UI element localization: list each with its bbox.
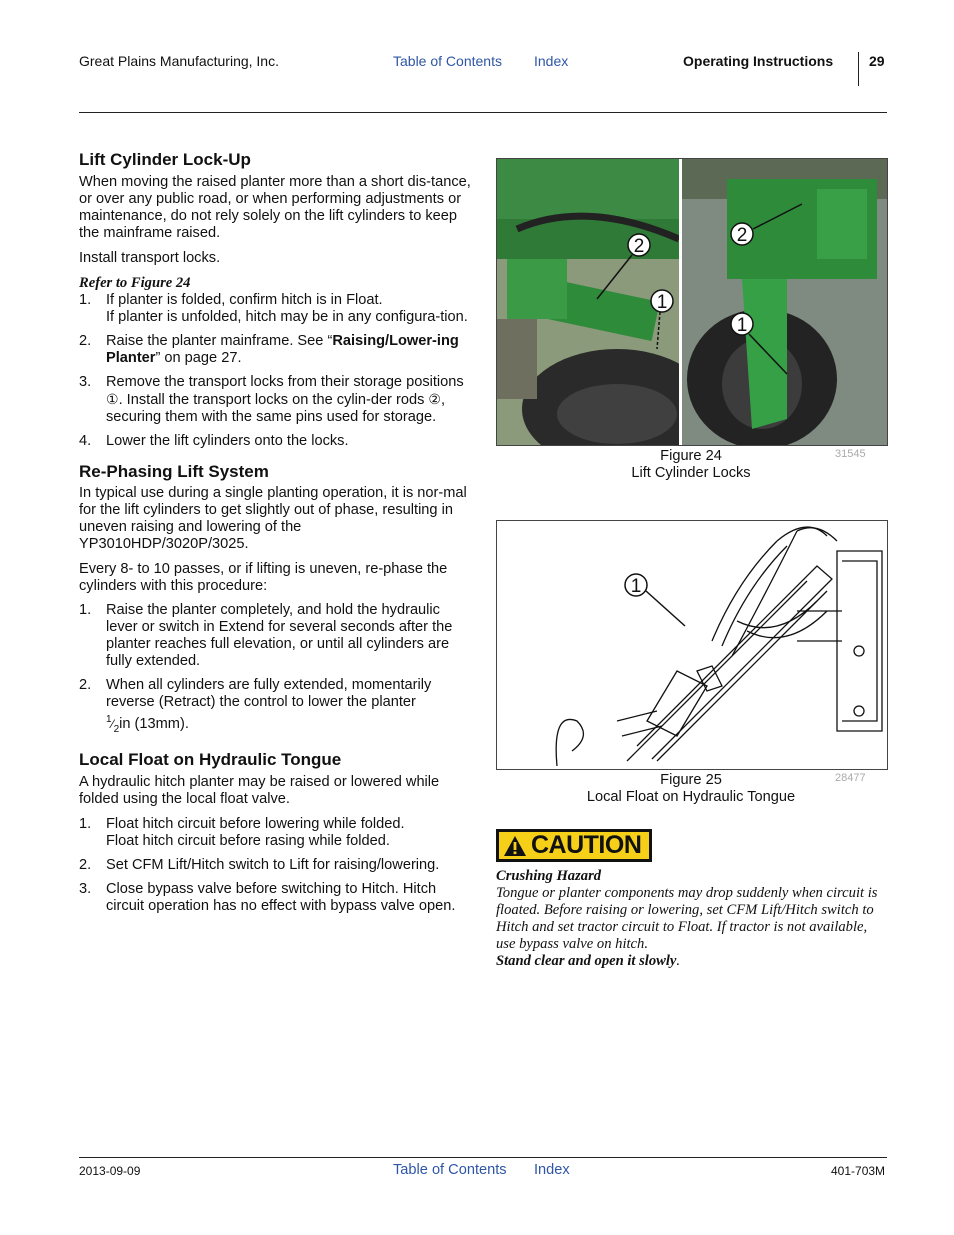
heading-local-float: Local Float on Hydraulic Tongue [79, 749, 342, 769]
lockup-intro: When moving the raised planter more than a short dis-tance, or over any public road, or when performing adjustments or maintenance, do not rely solely on the lift cylinders to keep the mainframe raised. [79, 174, 471, 241]
company-name: Great Plains Manufacturing, Inc. [79, 53, 279, 69]
footer-index-link[interactable]: Index [534, 1162, 570, 1178]
fraction-denominator: 2 [113, 723, 120, 735]
figure-25-title: Local Float on Hydraulic Tongue [586, 789, 796, 805]
fraction-numerator: 1 [106, 714, 112, 725]
left-column [79, 150, 471, 915]
figure-25-drawing [496, 520, 888, 770]
figure-25-caption [566, 772, 816, 806]
rephasing-intro: In typical use during a single planting operation, it is nor-mal for the lift cylinders to get slightly out of phase, resulting in uneven raising and lowering of the YP3010HDP/3020P/3025. [79, 485, 467, 552]
figure-25-part-number: 28477 [835, 772, 866, 784]
hazard-instruction: Stand clear and open it slowly [496, 953, 677, 969]
list-item: 4. Lower the lift cylinders onto the locks. [79, 433, 349, 449]
figure-25-label: Figure 25 [660, 772, 722, 788]
toc-link[interactable]: Table of Contents [393, 53, 502, 69]
caution-message: Crushing Hazard Tongue or planter components may drop suddenly when circuit is floated. Before raising or lowering, set CFM Lift/Hitch switch to Hitch and set tractor circuit to Float. If tractor is not available, use bypass valve on hitch. Stand clear and open it slowly. [496, 868, 888, 970]
list-item: 2. Raise the planter mainframe. See “Raising/Lower-ing Planter” on page 27. [79, 333, 459, 366]
list-item: 2. When all cylinders are fully extended, momentarily reverse (Retract) the control to lower the planter $^1⁄_2in$ (13mm). [79, 677, 432, 735]
index-link[interactable]: Index [534, 53, 569, 69]
hazard-title: Crushing Hazard [496, 868, 602, 884]
lockup-install: Install transport locks. [79, 250, 221, 266]
figure-24-caption [591, 448, 791, 482]
fig24-callout-1-left: 1 [656, 292, 668, 313]
figure-24-photo [496, 158, 888, 446]
caution-word: CAUTION [531, 831, 642, 859]
header-rule [79, 112, 887, 113]
heading-lift-cylinder-lockup: Lift Cylinder Lock-Up [79, 150, 251, 169]
warning-triangle-icon [503, 835, 527, 857]
footer-date: 2013-09-09 [79, 1164, 141, 1178]
fig24-callout-2-left: 2 [633, 236, 645, 257]
refer-figure: Refer to Figure 24 [79, 275, 191, 291]
hydraulic-tongue-illustration [497, 521, 887, 769]
hazard-body: Tongue or planter components may drop suddenly when circuit is floated. Before raising or lowering, set CFM Lift/Hitch switch to Hitch and set tractor circuit to Float. If tractor is not available, use bypass valve on hitch. [496, 885, 878, 952]
lift-cylinder-locks-illustration [497, 159, 887, 445]
caution-label [496, 829, 652, 862]
callout-2-symbol: ② [428, 391, 441, 407]
figure-24-label: Figure 24 [660, 448, 722, 464]
callout-1-symbol: ① [106, 391, 119, 407]
footer-document-number: 401-703M [831, 1164, 886, 1178]
fig25-callout-1: 1 [630, 576, 642, 597]
list-item: 1. If planter is folded, confirm hitch is in Float. If planter is unfolded, hitch may be in any configura-tion. [79, 292, 468, 325]
footer-rule [79, 1157, 887, 1158]
list-item: 2. Set CFM Lift/Hitch switch to Lift for raising/lowering. [79, 856, 440, 873]
cross-reference: Raising/Lower-ing Planter [106, 333, 459, 366]
local-float-intro: A hydraulic hitch planter may be raised or lowered while folded using the local float valve. [79, 773, 440, 807]
section-title: Operating Instructions [683, 53, 834, 69]
figure-24-title: Lift Cylinder Locks [631, 465, 751, 481]
list-item: 1. Float hitch circuit before lowering while folded. Float hitch circuit before rasing while folded. [79, 815, 405, 849]
fig24-callout-2-right: 2 [736, 225, 748, 246]
heading-rephasing: Re-Phasing Lift System [79, 462, 269, 481]
rephasing-procedure-intro: Every 8- to 10 passes, or if lifting is uneven, re-phase the cylinders with this procedure: [79, 561, 448, 594]
figure-24-part-number: 31545 [835, 448, 866, 460]
footer-toc-link[interactable]: Table of Contents [393, 1162, 507, 1178]
header-separator [858, 52, 859, 86]
list-item: 3. Close bypass valve before switching to Hitch. Hitch circuit operation has no effect with bypass valve open. [79, 880, 456, 914]
list-item: 3. Remove the transport locks from their storage positions ①. Install the transport locks on the cylin-der rods ②, securing them with the same pins used for storage. [79, 374, 464, 425]
list-item: 1. Raise the planter completely, and hold the hydraulic lever or switch in Extend for several seconds after the planter reaches full elevation, or until all cylinders are fully extended. [79, 602, 453, 669]
page-number: 29 [869, 53, 885, 69]
fig24-callout-1-right: 1 [736, 315, 748, 336]
